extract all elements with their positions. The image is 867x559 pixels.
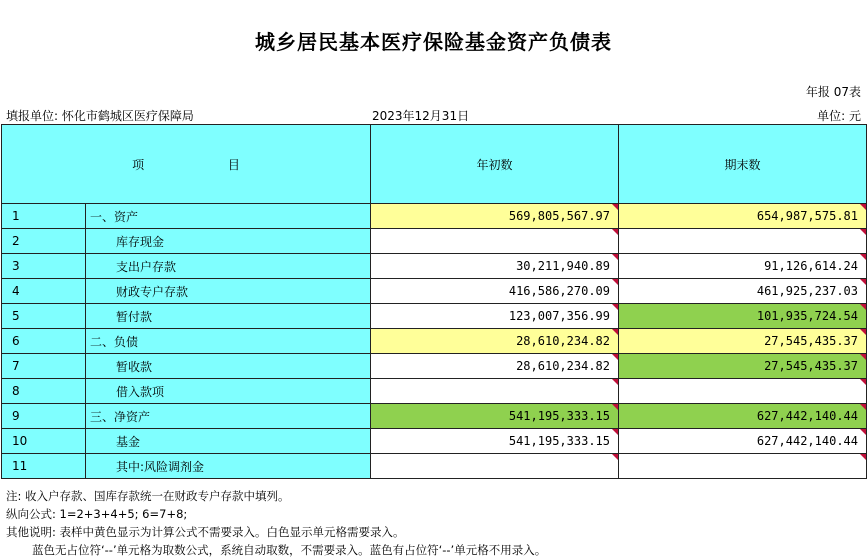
note-line: 蓝色无占位符‘--’单元格为取数公式，系统自动取数，不需要录入。蓝色有占位符‘--’单元格不用录入。: [32, 543, 547, 557]
footnotes: [6, 487, 546, 559]
header-row: [2, 125, 867, 204]
row-number: 11: [2, 454, 86, 479]
row-item: 财政专户存款: [86, 279, 371, 304]
begin-cell: 28,610,234.82: [371, 329, 619, 354]
row-number: 5: [2, 304, 86, 329]
end-cell[interactable]: [619, 379, 867, 404]
report-code: 年报 07表: [805, 85, 861, 99]
table-row: [2, 279, 867, 304]
row-item: 库存现金: [86, 229, 371, 254]
row-item: 支出户存款: [86, 254, 371, 279]
row-item: 一、资产: [86, 204, 371, 229]
begin-cell[interactable]: 30,211,940.89: [371, 254, 619, 279]
balance-sheet-table: [1, 124, 867, 479]
end-cell: 654,987,575.81: [619, 204, 867, 229]
table-row: [2, 379, 867, 404]
end-cell[interactable]: 27,545,435.37: [619, 354, 867, 379]
begin-cell: 541,195,333.15: [371, 404, 619, 429]
note-line: 纵向公式: 1=2+3+4+5; 6=7+8;: [6, 507, 188, 521]
begin-cell[interactable]: [371, 379, 619, 404]
begin-cell[interactable]: [371, 229, 619, 254]
table-row: [2, 429, 867, 454]
row-item: 暂收款: [86, 354, 371, 379]
page-title: 城乡居民基本医疗保险基金资产负债表: [255, 30, 612, 54]
row-number: 9: [2, 404, 86, 429]
table-row: [2, 454, 867, 479]
row-number: 1: [2, 204, 86, 229]
table-row: [2, 204, 867, 229]
end-cell[interactable]: 91,126,614.24: [619, 254, 867, 279]
row-item: 借入款项: [86, 379, 371, 404]
note-line: 其他说明: 表样中黄色显示为计算公式不需要录入。白色显示单元格需要录入。: [6, 525, 405, 539]
end-cell[interactable]: 101,935,724.54: [619, 304, 867, 329]
row-item: 暂付款: [86, 304, 371, 329]
row-item: 基金: [86, 429, 371, 454]
table-row: [2, 229, 867, 254]
note-line: 注: 收入户存款、国库存款统一在财政专户存款中填列。: [6, 489, 290, 503]
row-item: 二、负债: [86, 329, 371, 354]
begin-cell[interactable]: [371, 454, 619, 479]
row-number: 7: [2, 354, 86, 379]
row-number: 2: [2, 229, 86, 254]
header-begin: 年初数: [371, 125, 619, 204]
end-cell[interactable]: [619, 229, 867, 254]
begin-cell[interactable]: 28,610,234.82: [371, 354, 619, 379]
row-number: 10: [2, 429, 86, 454]
currency-unit: 单位: 元: [817, 109, 861, 123]
reporting-unit: 填报单位: 怀化市鹤城区医疗保障局: [6, 109, 194, 123]
begin-cell[interactable]: 541,195,333.15: [371, 429, 619, 454]
report-date: 2023年12月31日: [372, 109, 470, 123]
row-number: 6: [2, 329, 86, 354]
end-cell: 27,545,435.37: [619, 329, 867, 354]
row-number: 3: [2, 254, 86, 279]
end-cell[interactable]: 461,925,237.03: [619, 279, 867, 304]
begin-cell: 569,805,567.97: [371, 204, 619, 229]
table-row: [2, 404, 867, 429]
end-cell: 627,442,140.44: [619, 404, 867, 429]
table-row: [2, 304, 867, 329]
end-cell[interactable]: 627,442,140.44: [619, 429, 867, 454]
begin-cell[interactable]: 123,007,356.99: [371, 304, 619, 329]
end-cell[interactable]: [619, 454, 867, 479]
table-row: [2, 254, 867, 279]
table-row: [2, 354, 867, 379]
row-item: 三、净资产: [86, 404, 371, 429]
begin-cell[interactable]: 416,586,270.09: [371, 279, 619, 304]
row-item: 其中:风险调剂金: [86, 454, 371, 479]
header-end: 期末数: [619, 125, 867, 204]
table-row: [2, 329, 867, 354]
header-item: 项 目: [2, 125, 371, 204]
row-number: 8: [2, 379, 86, 404]
row-number: 4: [2, 279, 86, 304]
